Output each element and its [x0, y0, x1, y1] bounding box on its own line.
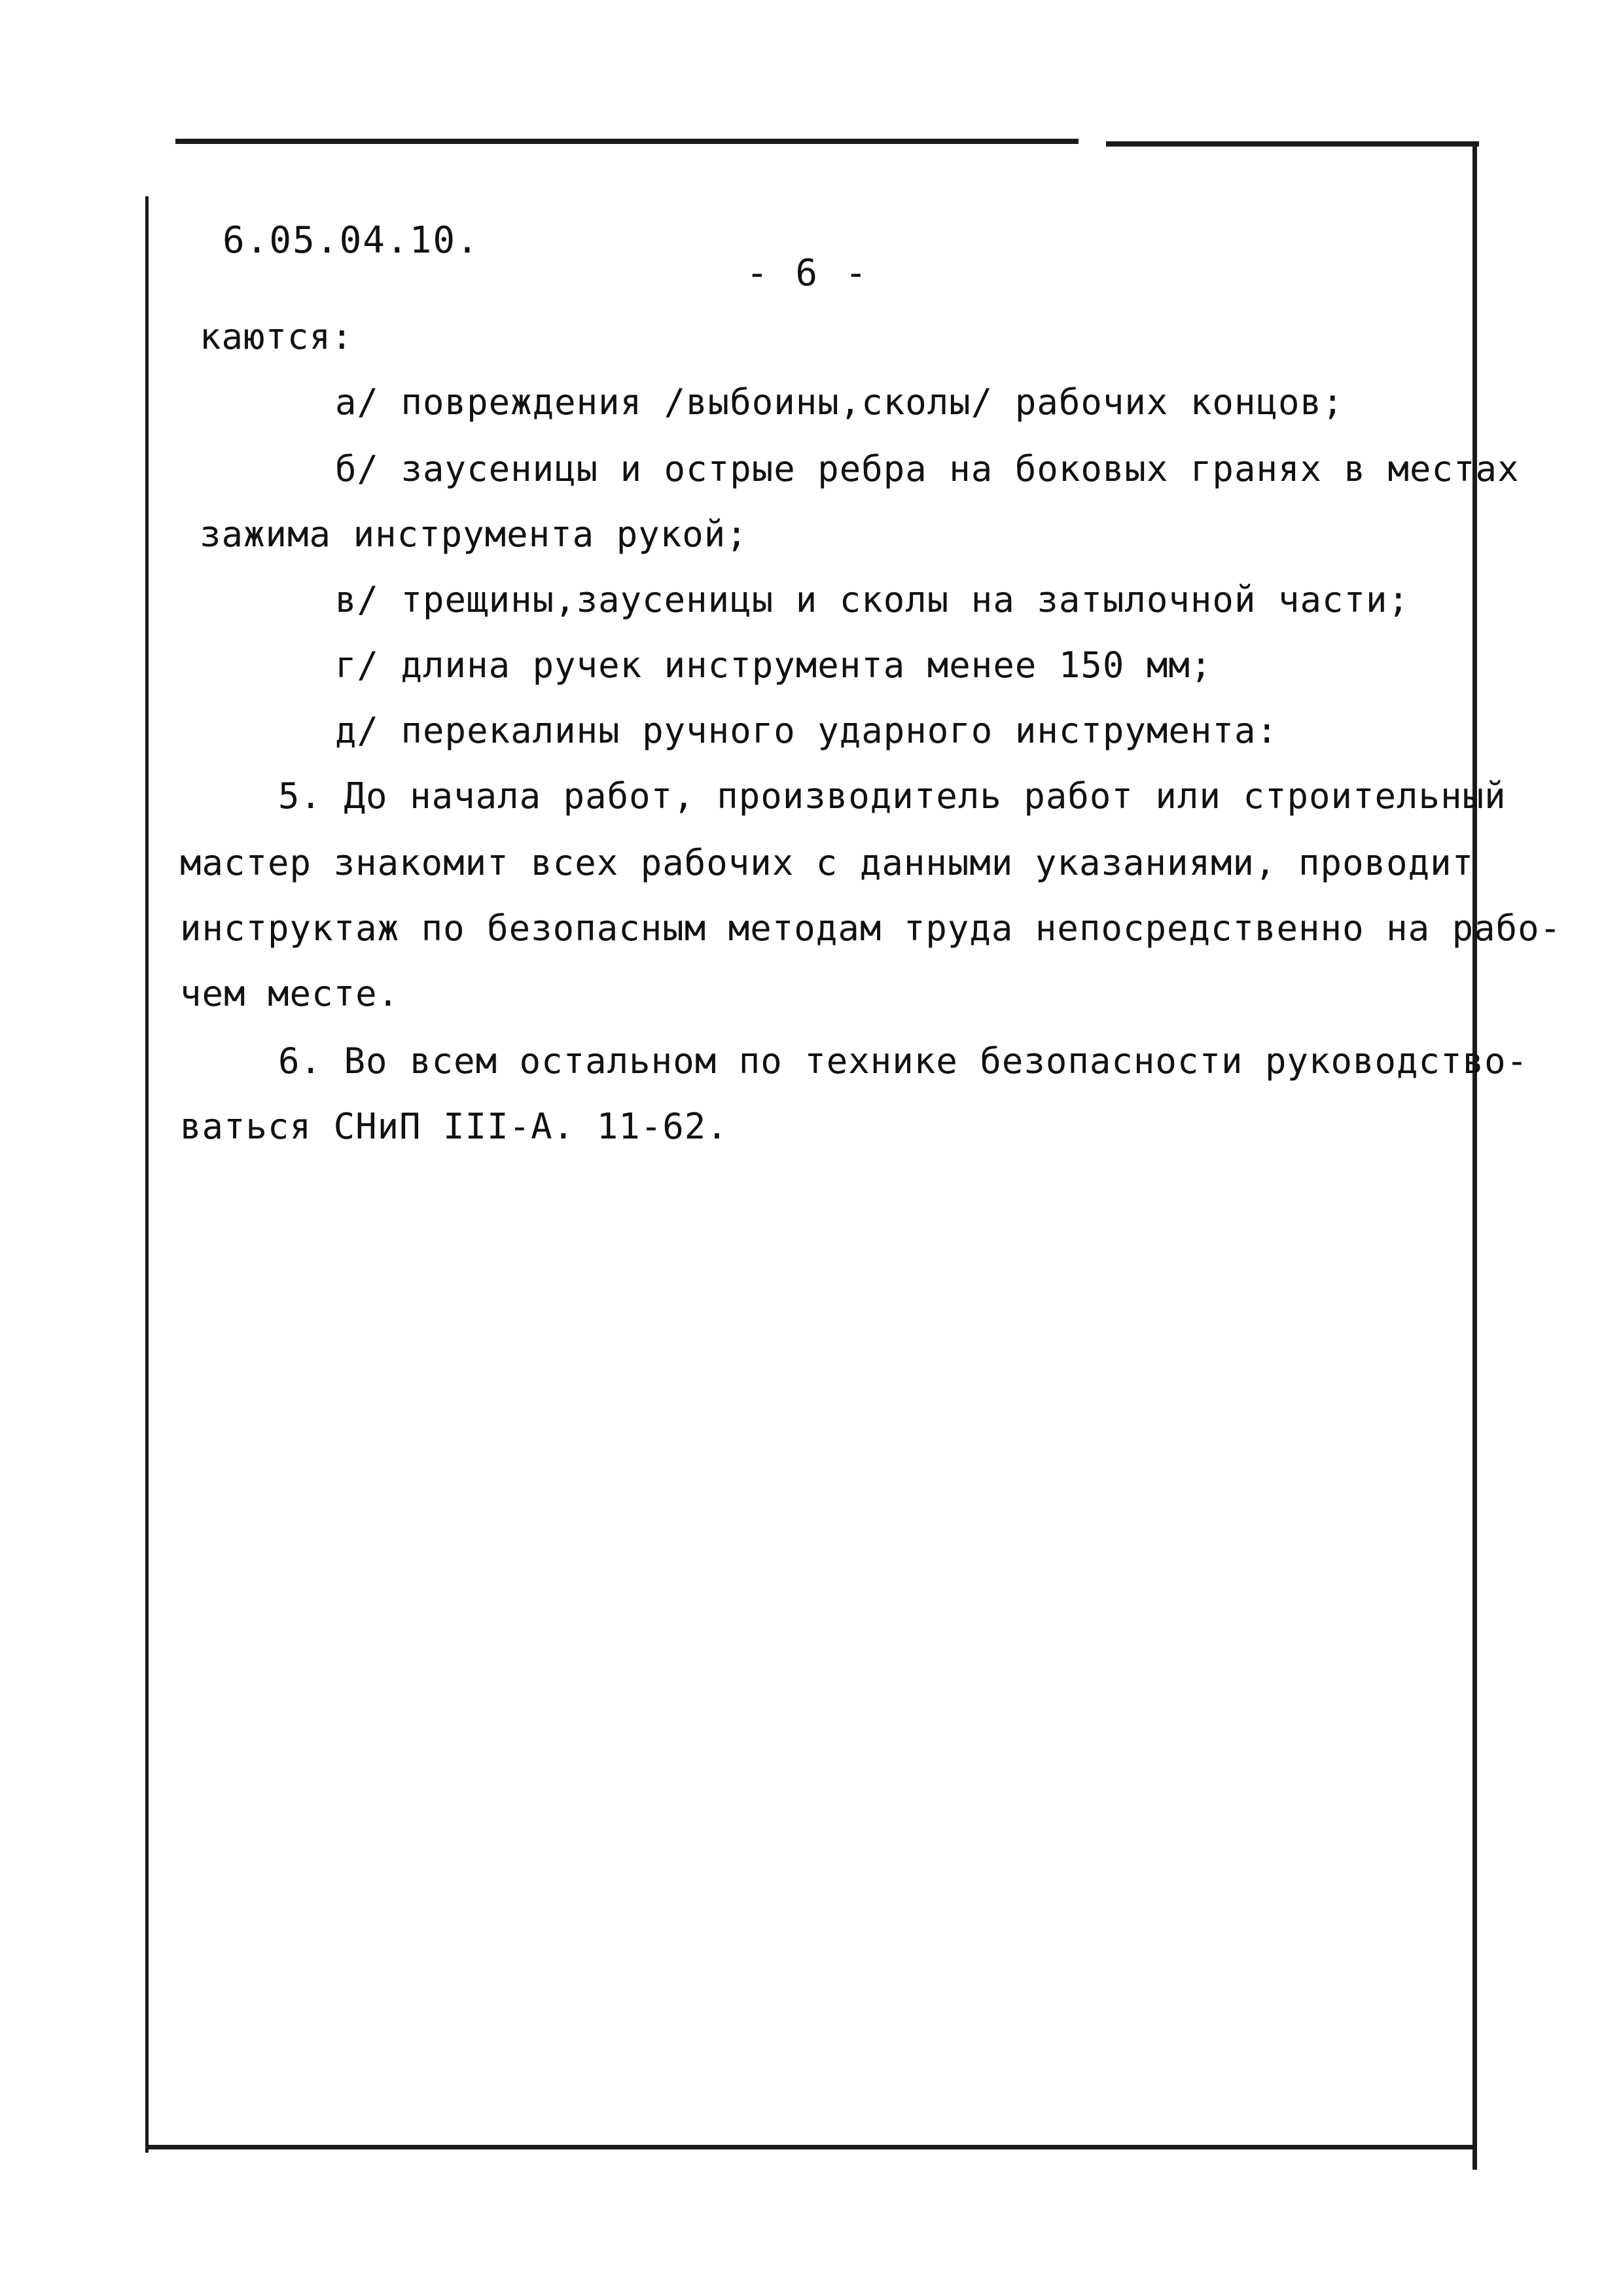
text-line: инструктаж по безопасным методам труда непосредственно на рабо- [180, 908, 1562, 949]
page-number: - 6 - [746, 252, 870, 294]
text-line: 5. До начала работ, производитель работ или строительный [278, 775, 1507, 817]
text-line: мастер знакомит всех рабочих с данными указаниями, проводит [180, 842, 1474, 883]
text-line: д/ перекалины ручного ударного инструмента: [335, 710, 1278, 751]
text-line: зажима инструмента рукой; [200, 514, 748, 555]
text-line: а/ повреждения /выбоины,сколы/ рабочих концов; [335, 381, 1344, 423]
text-line: б/ заусеницы и острые ребра на боковых гранях в местах [335, 448, 1520, 489]
text-line: г/ длина ручек инструмента менее 150 мм; [335, 645, 1213, 686]
text-line: в/ трещины,заусеницы и сколы на затылочной части; [335, 579, 1410, 620]
document-code: 6.05.04.10. [223, 219, 480, 262]
text-line: ваться СНиП III-А. 11-62. [180, 1106, 728, 1147]
text-line: 6. Во всем остальном по технике безопасности руководство- [278, 1040, 1529, 1082]
text-line: каются: [200, 316, 353, 357]
text-line: чем месте. [180, 973, 400, 1014]
